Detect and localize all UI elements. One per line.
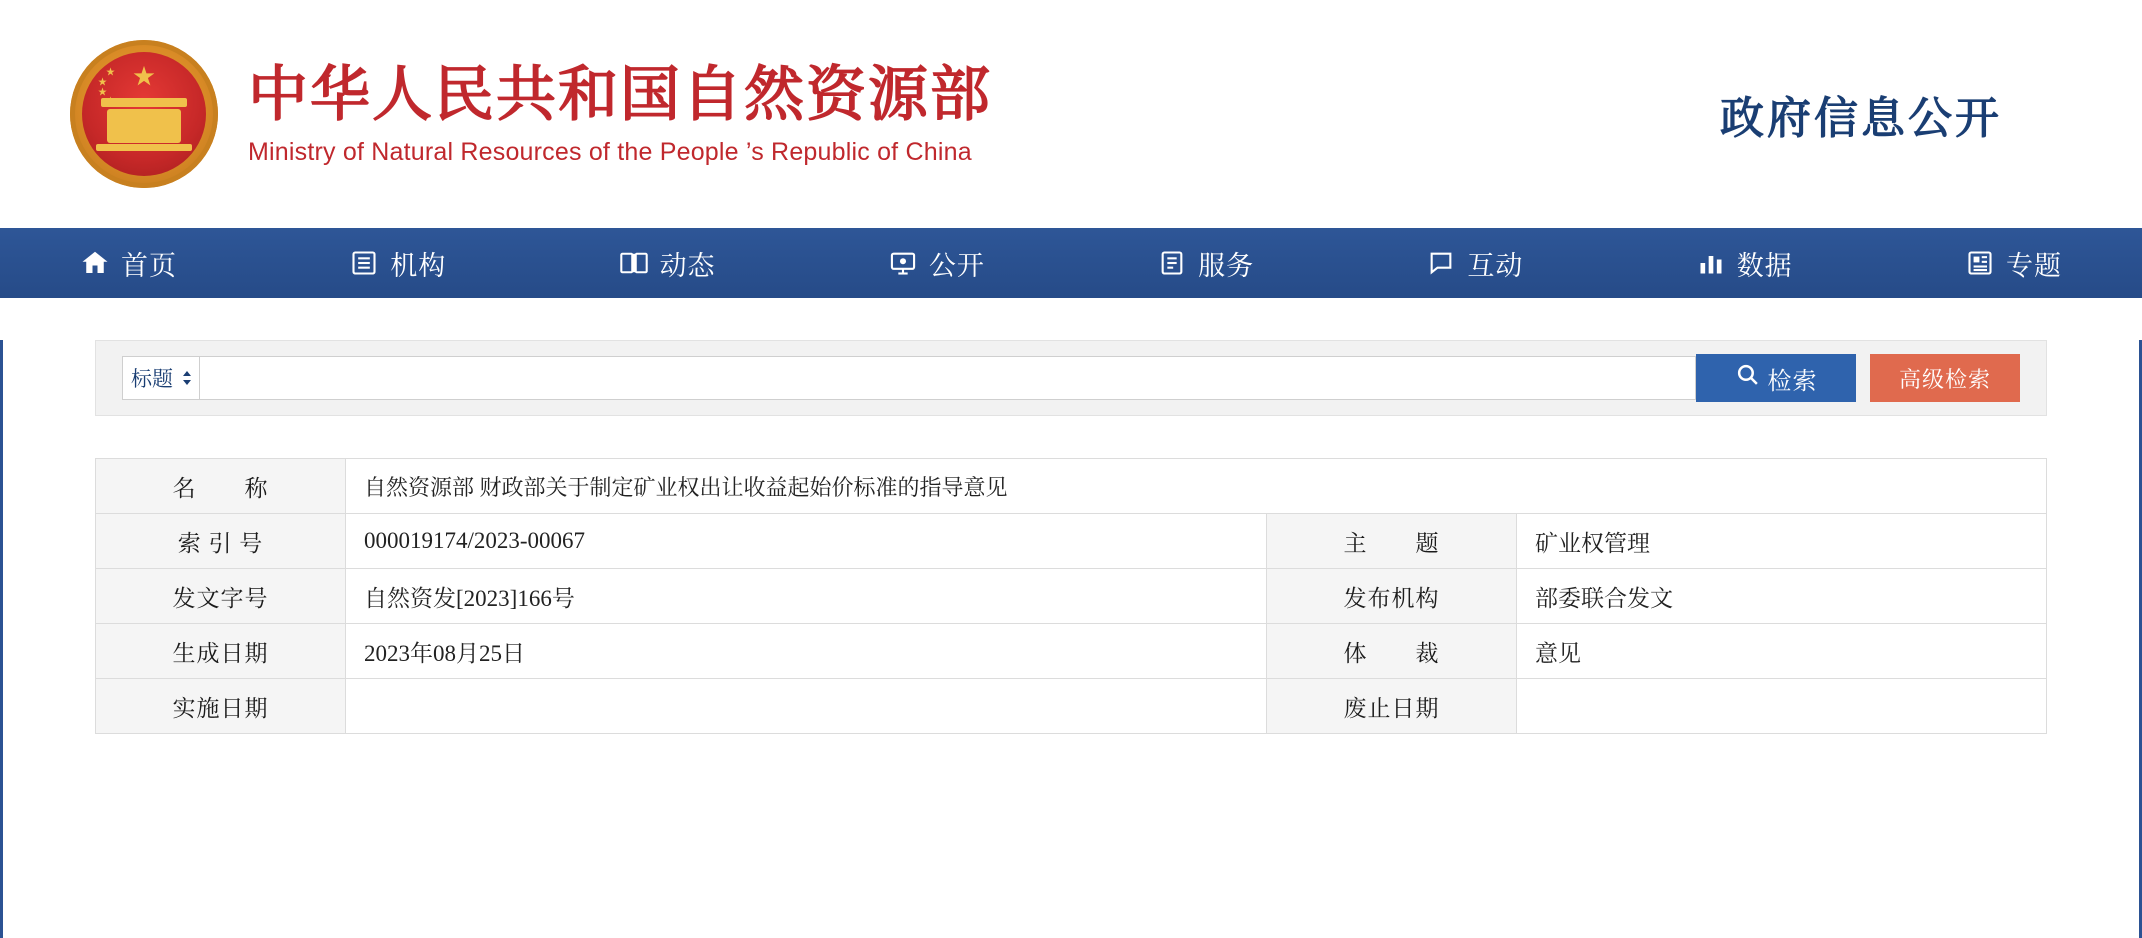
- news-icon: [1965, 248, 1995, 278]
- nav-item-organization[interactable]: [349, 244, 618, 283]
- nav-label-data: 数据: [1736, 250, 1793, 281]
- search-button[interactable]: [1696, 354, 1856, 402]
- table-row: [96, 514, 2047, 569]
- search-bar: [95, 340, 2047, 416]
- search-field-select-value: 标题: [131, 368, 173, 391]
- table-row: [96, 679, 2047, 734]
- clipboard-icon: [1157, 248, 1187, 278]
- site-header: [0, 0, 2142, 228]
- nav-item-home[interactable]: [80, 244, 349, 283]
- meta-label-repealed: 废止日期: [1266, 679, 1516, 734]
- meta-value-created: 2023年08月25日: [346, 624, 1267, 679]
- nav-label-service: 服务: [1198, 250, 1255, 281]
- nav-label-news: 动态: [659, 250, 716, 281]
- nav-item-interaction[interactable]: [1426, 244, 1695, 283]
- nav-item-data[interactable]: [1696, 244, 1965, 283]
- nav-label-disclosure: 公开: [928, 250, 985, 281]
- home-icon: [80, 248, 110, 278]
- nav-label-topics: 专题: [2005, 250, 2062, 281]
- meta-label-name: 名 称: [96, 459, 346, 514]
- meta-label-index: 索 引 号: [96, 514, 346, 569]
- building-icon: [349, 248, 379, 278]
- book-icon: [619, 248, 649, 278]
- advanced-search-button[interactable]: 高级检索: [1870, 354, 2020, 402]
- main-navigation: [0, 228, 2142, 298]
- nav-label-organization: 机构: [390, 250, 447, 281]
- meta-label-effective: 实施日期: [96, 679, 346, 734]
- table-row: [96, 624, 2047, 679]
- nav-item-news[interactable]: [619, 244, 888, 283]
- search-button-label: 检索: [1767, 367, 1818, 395]
- nav-item-topics[interactable]: [1965, 244, 2062, 283]
- meta-value-repealed: [1516, 679, 2046, 734]
- meta-value-genre: 意见: [1516, 624, 2046, 679]
- search-input[interactable]: [200, 356, 1696, 400]
- search-field-select[interactable]: [122, 356, 200, 400]
- meta-label-issuer: 发布机构: [1266, 569, 1516, 624]
- search-icon: [1735, 362, 1760, 394]
- meta-value-index: 000019174/2023-00067: [346, 514, 1267, 569]
- meta-value-docnumber: 自然资发[2023]166号: [346, 569, 1267, 624]
- meta-value-effective: [346, 679, 1267, 734]
- table-row: [96, 459, 2047, 514]
- meta-label-genre: 体 裁: [1266, 624, 1516, 679]
- bar-chart-icon: [1696, 248, 1726, 278]
- meta-value-subject: 矿业权管理: [1516, 514, 2046, 569]
- site-title-en: Ministry of Natural Resources of the People ’s Republic of China: [248, 138, 972, 166]
- document-metadata-table: [95, 458, 2047, 734]
- nav-label-home: 首页: [121, 250, 177, 281]
- meta-label-subject: 主 题: [1266, 514, 1516, 569]
- nav-label-interaction: 互动: [1467, 250, 1524, 281]
- meta-label-docnumber: 发文字号: [96, 569, 346, 624]
- site-title-cn: 中华人民共和国自然资源部: [248, 62, 992, 128]
- national-emblem-icon: ★ ★ ★ ★: [70, 40, 218, 188]
- nav-item-disclosure[interactable]: [888, 244, 1157, 283]
- monitor-icon: [888, 248, 918, 278]
- chevron-updown-icon: [182, 370, 192, 386]
- meta-value-issuer: 部委联合发文: [1516, 569, 2046, 624]
- nav-item-service[interactable]: [1157, 244, 1426, 283]
- chat-icon: [1426, 248, 1456, 278]
- site-title-block: [248, 61, 992, 167]
- page-content: [0, 340, 2142, 938]
- meta-value-name: 自然资源部 财政部关于制定矿业权出让收益起始价标准的指导意见: [346, 459, 2047, 514]
- table-row: [96, 569, 2047, 624]
- meta-label-created: 生成日期: [96, 624, 346, 679]
- gov-info-disclosure-title: 政府信息公开: [1720, 94, 2002, 143]
